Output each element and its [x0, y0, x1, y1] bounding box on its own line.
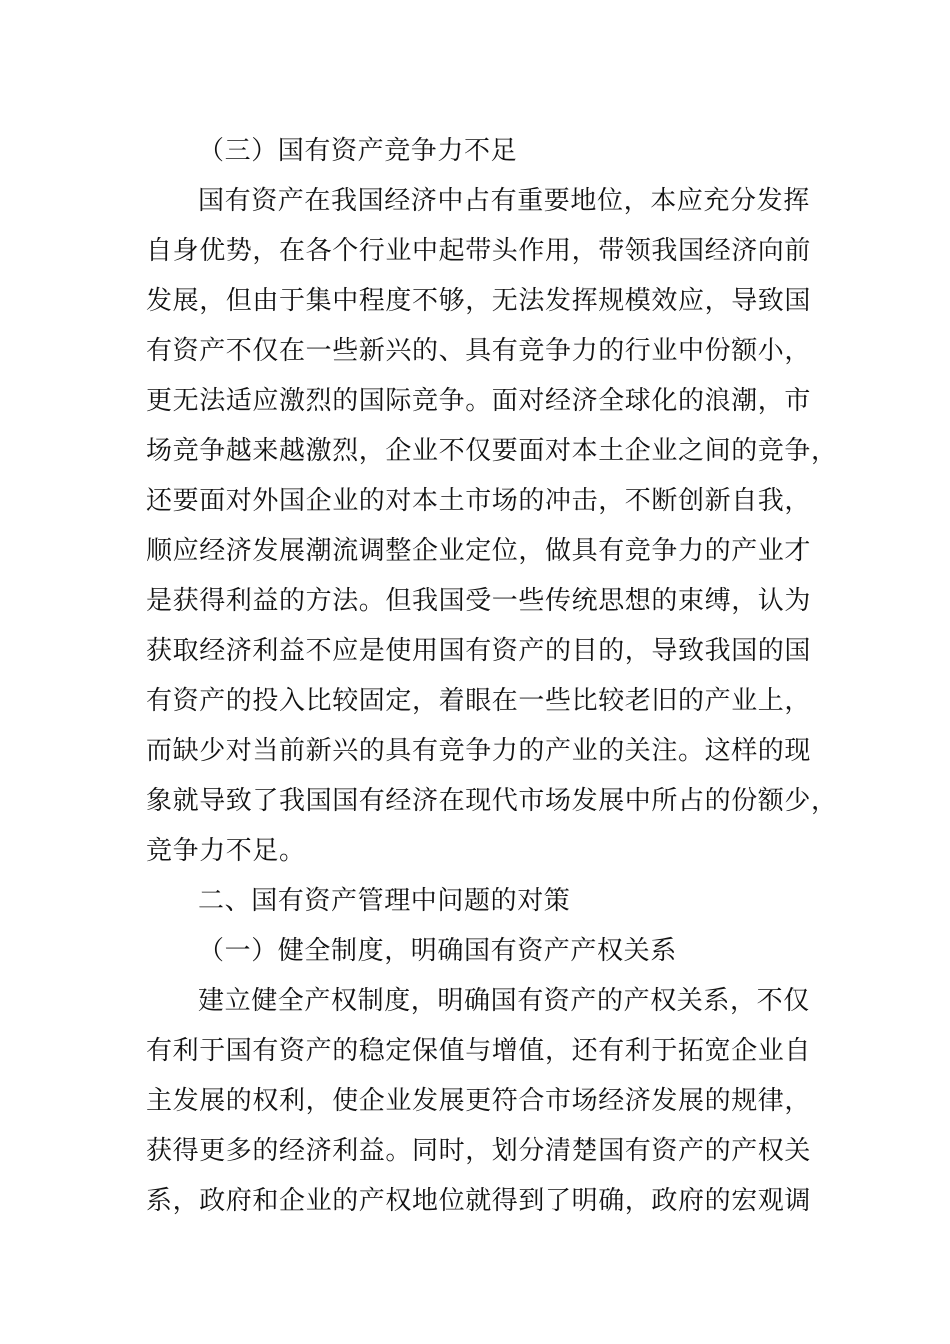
subsection-heading-1: （一）健全制度，明确国有资产产权关系 — [198, 936, 677, 966]
paragraph-line: 还要面对外国企业的对本土市场的冲击，不断创新自我， — [146, 486, 812, 516]
subsection-heading-3: （三）国有资产竞争力不足 — [198, 136, 518, 166]
paragraph-line: 获取经济利益不应是使用国有资产的目的，导致我国的国 — [146, 636, 812, 666]
paragraph-line: 自身优势，在各个行业中起带头作用，带领我国经济向前 — [146, 236, 812, 266]
paragraph-line: 是获得利益的方法。但我国受一些传统思想的束缚，认为 — [146, 586, 812, 616]
paragraph-line: 获得更多的经济利益。同时，划分清楚国有资产的产权关 — [146, 1136, 812, 1166]
paragraph-line: 顺应经济发展潮流调整企业定位，做具有竞争力的产业才 — [146, 536, 812, 566]
paragraph-line: 系，政府和企业的产权地位就得到了明确，政府的宏观调 — [146, 1186, 812, 1216]
paragraph-line: 国有资产在我国经济中占有重要地位，本应充分发挥 — [198, 186, 810, 216]
paragraph-line: 有利于国有资产的稳定保值与增值，还有利于拓宽企业自 — [146, 1036, 812, 1066]
paragraph-line: 建立健全产权制度，明确国有资产的产权关系，不仅 — [198, 986, 810, 1016]
section-heading-2: 二、国有资产管理中问题的对策 — [198, 886, 571, 916]
paragraph-line: 发展，但由于集中程度不够，无法发挥规模效应，导致国 — [146, 286, 812, 316]
paragraph-line: 场竞争越来越激烈，企业不仅要面对本土企业之间的竞争， — [146, 436, 838, 466]
paragraph-line: 主发展的权利，使企业发展更符合市场经济发展的规律， — [146, 1086, 812, 1116]
paragraph-line: 竞争力不足。 — [146, 836, 306, 866]
paragraph-line: 象就导致了我国国有经济在现代市场发展中所占的份额少， — [146, 786, 838, 816]
paragraph-line: 而缺少对当前新兴的具有竞争力的产业的关注。这样的现 — [146, 736, 812, 766]
paragraph-line: 更无法适应激烈的国际竞争。面对经济全球化的浪潮，市 — [146, 386, 812, 416]
paragraph-line: 有资产的投入比较固定，着眼在一些比较老旧的产业上， — [146, 686, 812, 716]
paragraph-line: 有资产不仅在一些新兴的、具有竞争力的行业中份额小， — [146, 336, 812, 366]
